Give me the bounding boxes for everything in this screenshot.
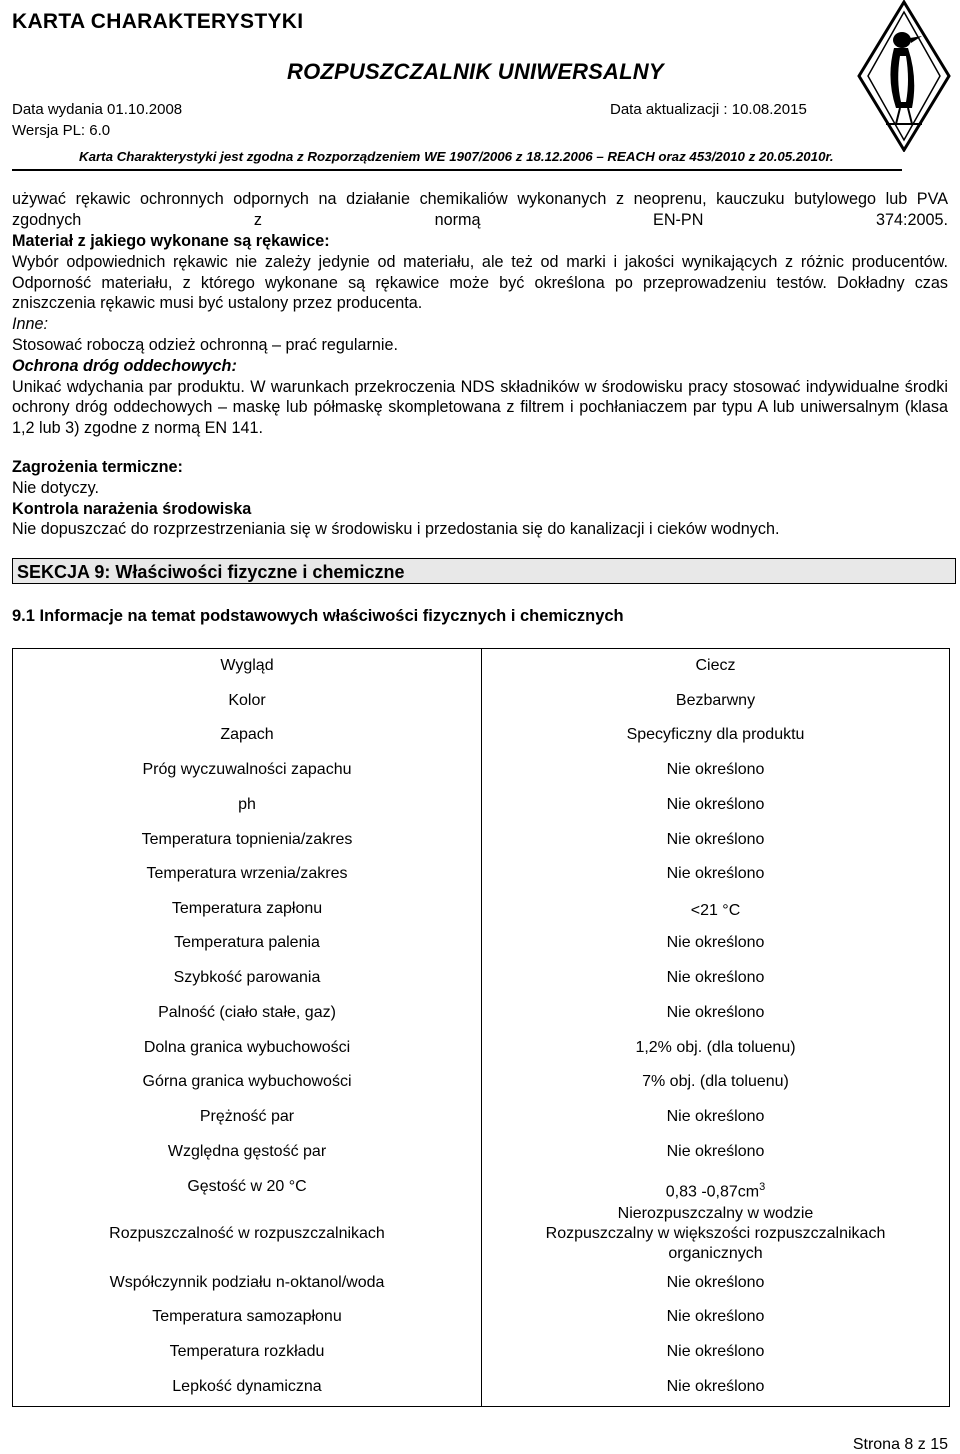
property-value: Nie określono [666, 761, 765, 778]
property-name: Szybkość parowania [173, 969, 321, 986]
property-value: Nie określono [666, 1378, 765, 1395]
property-value: Nie określono [666, 796, 765, 813]
bird-logo-icon [856, 0, 952, 152]
property-name: Dolna granica wybuchowości [143, 1039, 351, 1056]
property-name: Współczynnik podziału n-oktanol/woda [109, 1274, 385, 1291]
property-value: Nie określono [666, 865, 765, 882]
property-value: Ciecz [695, 657, 736, 674]
regulation-note: Karta Charakterystyki jest zgodna z Rozporządzeniem WE 1907/2006 z 18.12.2006 – REACH oraz 453/2010 z 20.05.2010r. [79, 149, 834, 164]
issue-date: Data wydania 01.10.2008 [12, 101, 183, 118]
density-superscript: 3 [759, 1181, 766, 1193]
respiratory-heading: Ochrona dróg oddechowych: [12, 356, 237, 375]
other-text: Stosować roboczą odzież ochronną – prać regularnie. [12, 335, 399, 354]
property-value: Nie określono [666, 934, 765, 951]
property-name: Temperatura wrzenia/zakres [146, 865, 348, 882]
section-9-1-title: 9.1 Informacje na temat podstawowych właściwości fizycznych i chemicznych [12, 607, 624, 625]
section-9-header [12, 558, 956, 584]
property-value: Specyficzny dla produktu [626, 726, 805, 743]
value-line: Nierozpuszczalny w wodzie [617, 1205, 814, 1222]
document-title: KARTA CHARAKTERYSTYKI [12, 10, 304, 33]
glove-material-text: Wybór odpowiednich rękawic nie zależy jedynie od materiału, ale też od marki i jakości wynikających z różnic producentów. Odporność materiału, z którego wykonane są rękawice może być określona po przeprowadzeniu testów. Dokładny czas zniszczenia rękawic musi być ustalony przez producenta. [12, 252, 948, 313]
property-name: Kolor [228, 692, 266, 709]
property-name: Palność (ciało stałe, gaz) [158, 1004, 336, 1021]
other-heading: Inne: [12, 315, 49, 334]
property-name: Próg wyczuwalności zapachu [142, 761, 352, 778]
property-name: Zapach [220, 726, 274, 743]
environment-text: Nie dopuszczać do rozprzestrzeniania się w środowisku i przedostania się do kanalizacji i cieków wodnych. [12, 520, 780, 539]
density-value: 0,83 -0,87cm [665, 1183, 760, 1201]
thermal-text: Nie dotyczy. [12, 478, 99, 497]
property-value: Nie określono [666, 1343, 765, 1360]
value-line: Rozpuszczalny w większości rozpuszczalnikach [545, 1225, 886, 1242]
property-value: Nie określono [666, 1108, 765, 1125]
property-name: Temperatura zapłonu [171, 900, 323, 917]
property-value: Nie określono [666, 831, 765, 848]
property-value: Bezbarwny [675, 692, 756, 709]
property-value: Nie określono [666, 1274, 765, 1291]
property-name: Temperatura topnienia/zakres [141, 831, 353, 848]
property-name: Gęstość w 20 °C [187, 1178, 307, 1195]
property-value: Nie określono [666, 1308, 765, 1325]
gloves-paragraph: używać rękawic ochronnych odpornych na działanie chemikaliów wykonanych z neoprenu, kauczuku butylowego lub PVA zgodnych z normą EN-PN 374:2005. [12, 190, 948, 229]
property-value: Nie określono [666, 1004, 765, 1021]
thermal-section [12, 457, 948, 540]
value-line: organicznych [668, 1245, 763, 1262]
property-value: 1,2% obj. (dla toluenu) [635, 1039, 796, 1056]
glove-material-heading: Materiał z jakiego wykonane są rękawice: [12, 232, 330, 250]
header-divider [12, 169, 902, 171]
property-name: Temperatura palenia [174, 934, 320, 951]
property-name: Temperatura rozkładu [169, 1343, 325, 1360]
property-name: Względna gęstość par [167, 1143, 327, 1160]
version: Wersja PL: 6.0 [12, 122, 111, 139]
property-name: ph [238, 796, 256, 813]
property-name: Wygląd [220, 657, 274, 674]
property-value-with-superscript [482, 1177, 949, 1202]
page-number: Strona 8 z 15 [852, 1436, 948, 1453]
property-name: Lepkość dynamiczna [172, 1378, 322, 1395]
property-name: Temperatura samozapłonu [152, 1308, 342, 1325]
product-name: ROZPUSZCZALNIK UNIWERSALNY [287, 59, 664, 84]
property-value: Nie określono [666, 1143, 765, 1160]
property-value: <21 °C [690, 902, 741, 919]
property-name: Górna granica wybuchowości [142, 1073, 352, 1090]
property-name: Prężność par [199, 1108, 295, 1125]
property-value: Nie określono [666, 969, 765, 986]
update-date: Data aktualizacji : 10.08.2015 [610, 101, 807, 118]
property-value-multiline [482, 1204, 949, 1264]
property-name: Rozpuszczalność w rozpuszczalnikach [109, 1225, 385, 1242]
glove-material-section [12, 231, 948, 439]
property-value: 7% obj. (dla toluenu) [642, 1073, 789, 1090]
section-9-title: SEKCJA 9: Właściwości fizyczne i chemiczne [17, 562, 405, 582]
environment-heading: Kontrola narażenia środowiska [12, 499, 252, 518]
thermal-heading: Zagrożenia termiczne: [12, 458, 183, 476]
respiratory-text: Unikać wdychania par produktu. W warunkach przekroczenia NDS składników w środowisku pracy stosować indywidualne środki ochrony dróg oddechowych – maskę lub półmaskę skompletowana z filtrem i pochłaniaczem par typu A lub uniwersalnym (klasa 1,2 lub 3) zgodne z normą EN 141. [12, 377, 948, 438]
